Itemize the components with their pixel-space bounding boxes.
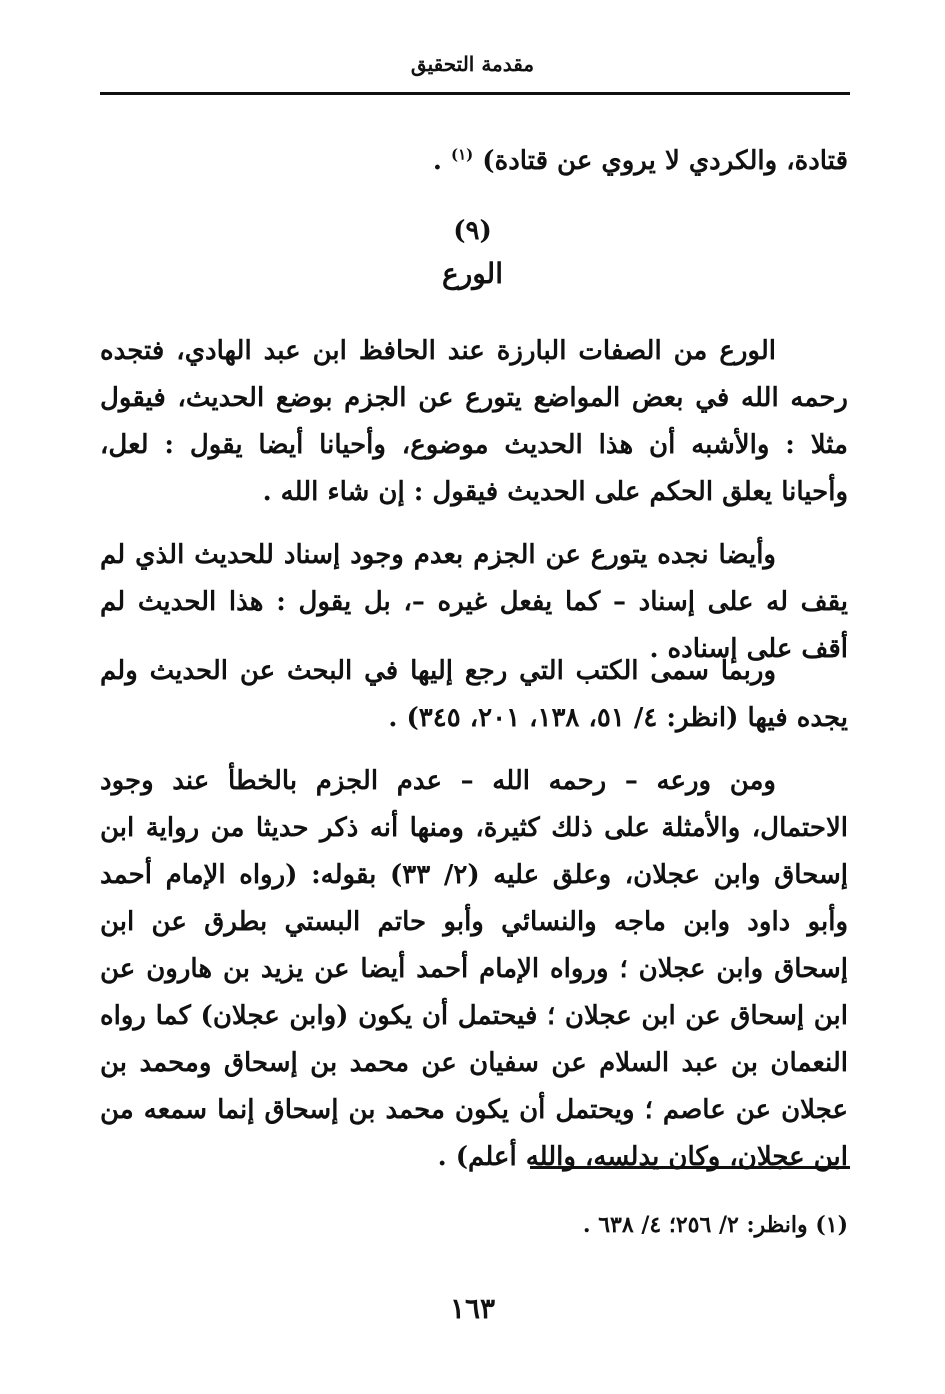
running-head: مقدمة التحقيق bbox=[410, 52, 535, 76]
paragraph-text: وربما سمى الكتب التي رجع إليها في البحث عن الحديث ولم يجده فيها (انظر: ٤/ ٥١، ١٣٨، ٢٠١، ٣٤٥) . bbox=[100, 656, 848, 733]
continuation-text: قتادة، والكردي لا يروي عن قتادة) bbox=[482, 146, 848, 176]
continuation-tail: . bbox=[432, 146, 442, 176]
paragraph-text: ومن ورعه – رحمه الله – عدم الجزم بالخطأ عند وجود الاحتمال، والأمثلة على ذلك كثيرة، ومنها أنه ذكر حديثا من رواية ابن إسحاق وابن عجلان، وعلق عليه (٢/ ٣٣) بقوله: (رواه الإمام أحمد وأبو داود وابن ماجه والنسائي وأبو حاتم البستي بطرق عن ابن إسحاق وابن عجلان ؛ ورواه الإمام أحمد أيضا عن يزيد بن هارون عن ابن إسحاق عن ابن عجلان ؛ فيحتمل أن يكون (وابن عجلان) كما رواه النعمان بن عبد السلام عن سفيان عن محمد بن إسحاق ومحمد بن عجلان عن عاصم ؛ ويحتمل أن يكون محمد بن إسحاق إنما سمعه من ابن عجلان، وكان يدلسه، والله أعلم) . bbox=[100, 766, 848, 1172]
continuation-line bbox=[100, 138, 848, 185]
footnote: (١) وانظر: ٢/ ٢٥٦؛ ٤/ ٦٣٨ . bbox=[582, 1212, 848, 1238]
page-number: ١٦٣ bbox=[449, 1292, 496, 1325]
section-title: الورع bbox=[441, 257, 503, 290]
paragraph-1 bbox=[100, 328, 848, 516]
section-number: (٩) bbox=[453, 216, 492, 246]
footnote-rule bbox=[530, 1166, 850, 1169]
paragraph-text: الورع من الصفات البارزة عند الحافظ ابن عبد الهادي، فتجده رحمه الله في بعض المواضع يتورع عن الجزم بوضع الحديث، فيقول مثلا : والأشبه أن هذا الحديث موضوع، وأحيانا أيضا يقول : لعل، وأحيانا يعلق الحكم على الحديث فيقول : إن شاء الله . bbox=[100, 336, 848, 507]
header-rule bbox=[100, 92, 850, 95]
paragraph-text: وأيضا نجده يتورع عن الجزم بعدم وجود إسناد للحديث الذي لم يقف له على إسناد – كما يفعل غيره –، بل يقول : هذا الحديث لم أقف على إسناده . bbox=[100, 540, 848, 664]
paragraph-3 bbox=[100, 648, 848, 742]
paragraph-4 bbox=[100, 758, 848, 1181]
footnote-reference[interactable]: (١) bbox=[450, 145, 474, 164]
